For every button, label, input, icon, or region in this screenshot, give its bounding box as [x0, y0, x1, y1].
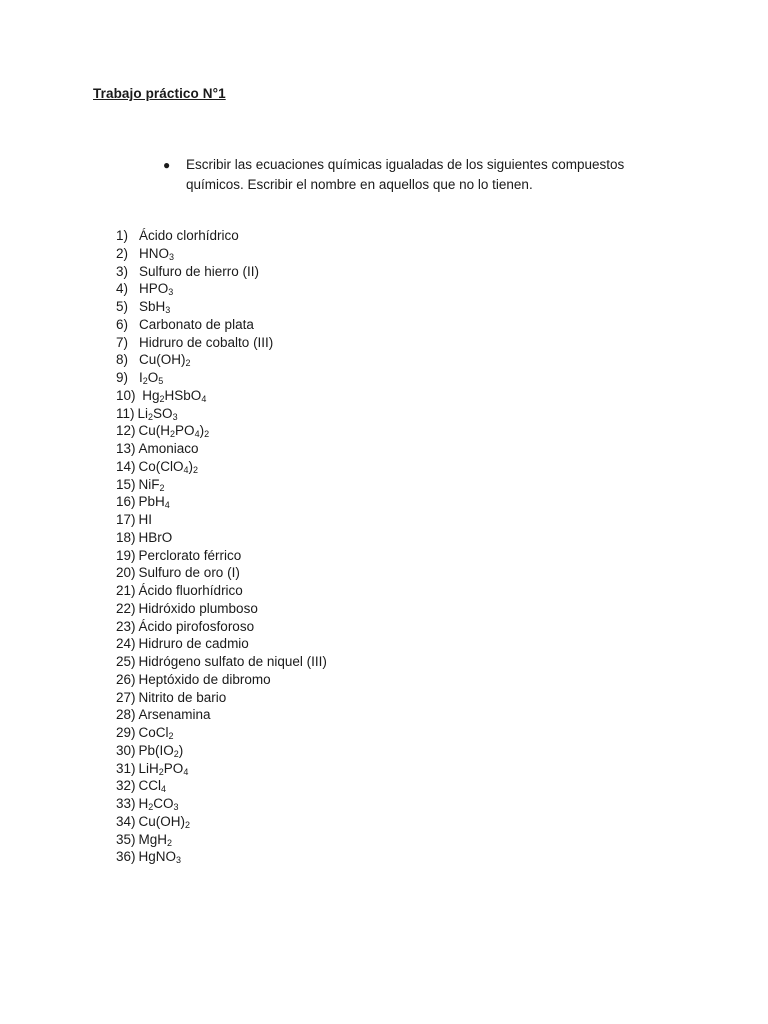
subscript: 3 [169, 251, 175, 262]
item-text [139, 299, 170, 314]
text-segment: Pb(IO [138, 742, 174, 758]
subscript: 2 [204, 429, 210, 440]
item-number: 32) [116, 778, 136, 794]
item-text [138, 406, 178, 421]
list-item [116, 671, 327, 689]
text-segment: HI [138, 512, 153, 527]
item-text [139, 565, 240, 580]
subscript: 2 [159, 482, 165, 493]
item-number: 8) [116, 352, 129, 368]
item-text [139, 654, 327, 669]
page-title: Trabajo práctico N°1 [93, 86, 226, 101]
text-segment: Perclorato férrico [138, 547, 242, 563]
text-segment: Ácido clorhídrico [139, 228, 239, 243]
item-text [139, 849, 182, 864]
list-item [116, 564, 327, 582]
text-segment: HPO [139, 281, 169, 297]
subscript: 3 [176, 855, 182, 866]
list-item [116, 422, 327, 440]
subscript: 2 [185, 358, 191, 369]
item-text [139, 636, 249, 651]
text-segment: HSbO [164, 387, 202, 403]
list-item [116, 742, 327, 760]
item-text [139, 512, 153, 527]
item-text [139, 707, 211, 722]
text-segment: PbH [138, 494, 165, 510]
list-item [116, 298, 327, 316]
text-segment: Hidruro de cadmio [138, 636, 249, 652]
item-number: 16) [116, 494, 136, 510]
item-number: 19) [116, 547, 136, 563]
item-text [139, 228, 239, 243]
text-segment: ) [188, 458, 194, 474]
list-item [116, 263, 327, 281]
item-text [139, 264, 259, 279]
item-number: 2) [116, 245, 129, 261]
item-number: 24) [116, 636, 136, 652]
text-segment: Ácido pirofosforoso [138, 618, 255, 634]
bullet-icon: ● [163, 158, 171, 172]
list-item [116, 351, 327, 369]
item-text [139, 619, 255, 634]
list-item [116, 618, 327, 636]
list-item [116, 582, 327, 600]
text-segment: PO [175, 423, 195, 439]
list-item [116, 848, 327, 866]
text-segment: Sulfuro de oro (I) [138, 565, 240, 581]
item-number: 9) [116, 370, 129, 385]
subscript: 2 [148, 802, 154, 812]
item-number: 26) [116, 671, 136, 687]
item-number: 15) [116, 476, 136, 492]
list-item [116, 777, 327, 795]
item-text [139, 548, 242, 563]
item-text [139, 690, 227, 705]
text-segment: Cu(H [138, 423, 171, 439]
text-segment: Carbonato de plata [139, 316, 254, 332]
list-item [116, 405, 327, 423]
item-number: 29) [116, 725, 136, 740]
list-item [116, 493, 327, 511]
subscript: 3 [168, 287, 174, 298]
subscript: 3 [173, 802, 179, 812]
item-text [139, 459, 199, 474]
item-number: 18) [116, 529, 136, 545]
list-item [116, 547, 327, 565]
item-text [139, 246, 174, 261]
subscript: 2 [173, 748, 179, 759]
item-number: 22) [116, 600, 136, 616]
item-number: 10) [116, 387, 136, 403]
item-number: 31) [116, 760, 136, 776]
subscript: 3 [172, 411, 178, 422]
subscript: 2 [167, 837, 173, 848]
list-item [116, 387, 327, 405]
text-segment: Heptóxido de dibromo [138, 671, 271, 687]
text-segment: ) [199, 423, 205, 439]
text-segment: H [138, 796, 149, 811]
item-number: 6) [116, 316, 129, 332]
item-text [139, 796, 179, 811]
item-number: 7) [116, 334, 129, 350]
item-number: 35) [116, 831, 136, 847]
text-segment: MgH [138, 831, 168, 847]
text-segment: HgNO [138, 849, 177, 865]
text-segment: I [139, 370, 143, 385]
subscript: 2 [159, 393, 165, 404]
text-segment: SO [153, 405, 173, 421]
item-text [139, 814, 191, 829]
item-text [139, 761, 189, 776]
list-item [116, 600, 327, 618]
text-segment: Hg [138, 387, 160, 403]
list-item [116, 476, 327, 494]
text-segment: NiF [138, 476, 160, 492]
text-segment: Arsenamina [138, 707, 211, 723]
text-segment: Li [137, 405, 149, 421]
list-item [116, 689, 327, 707]
compound-list [116, 227, 327, 866]
item-number: 20) [116, 565, 136, 581]
item-number: 30) [116, 742, 136, 758]
item-text [139, 530, 173, 545]
list-item [116, 706, 327, 724]
item-number: 12) [116, 423, 136, 439]
item-text [139, 583, 243, 598]
subscript: 4 [161, 784, 167, 795]
subscript: 2 [168, 731, 174, 741]
item-number: 25) [116, 654, 136, 669]
subscript: 2 [148, 411, 154, 422]
instruction-block [163, 155, 663, 195]
text-segment: Hidruro de cobalto (III) [139, 334, 274, 350]
list-item [116, 334, 327, 352]
text-segment: Co(ClO [138, 458, 184, 474]
text-segment: CCl [138, 778, 162, 794]
text-segment: LiH [138, 760, 159, 776]
text-segment: Ácido fluorhídrico [138, 583, 243, 598]
item-number: 11) [116, 405, 135, 421]
text-segment: CO [153, 796, 174, 811]
item-text [139, 601, 258, 616]
item-number: 17) [116, 512, 136, 527]
item-text [139, 335, 273, 350]
item-text [139, 423, 210, 438]
subscript: 2 [142, 376, 148, 386]
item-text [139, 281, 173, 296]
list-item [116, 369, 327, 387]
item-number: 33) [116, 796, 136, 811]
subscript: 4 [164, 500, 170, 511]
list-item [116, 316, 327, 334]
list-item [116, 280, 327, 298]
item-number: 3) [116, 263, 129, 279]
item-text [139, 370, 163, 385]
text-segment: HBrO [138, 529, 173, 545]
subscript: 2 [193, 464, 199, 475]
list-item [116, 831, 327, 849]
item-text [139, 743, 184, 758]
subscript: 4 [194, 429, 200, 440]
item-number: 5) [116, 299, 129, 314]
list-item [116, 529, 327, 547]
item-number: 27) [116, 689, 136, 705]
item-text [139, 352, 191, 367]
text-segment: Hidróxido plumboso [138, 600, 258, 616]
item-text [139, 388, 207, 403]
item-text [139, 725, 174, 740]
instruction-text: Escribir las ecuaciones químicas igualadas de los siguientes compuestos químicos. Escribir el nombre en aquellos que no lo tienen. [186, 157, 625, 192]
item-number: 28) [116, 707, 136, 723]
text-segment: Sulfuro de hierro (II) [139, 263, 260, 279]
text-segment: SbH [139, 299, 166, 314]
subscript: 5 [158, 376, 164, 386]
list-item [116, 724, 327, 742]
subscript: 4 [201, 393, 207, 404]
text-segment: Nitrito de bario [138, 689, 227, 705]
text-segment: Hidrógeno sulfato de niquel (III) [138, 654, 327, 669]
subscript: 4 [183, 464, 189, 475]
item-text [139, 317, 254, 332]
item-text [139, 778, 167, 793]
list-item [116, 245, 327, 263]
text-segment: Amoniaco [138, 441, 199, 456]
list-item [116, 440, 327, 458]
list-item [116, 813, 327, 831]
list-item [116, 511, 327, 529]
item-text [139, 494, 170, 509]
list-item [116, 458, 327, 476]
list-item [116, 227, 327, 245]
item-number: 36) [116, 849, 136, 865]
subscript: 4 [183, 766, 189, 777]
item-number: 13) [116, 441, 136, 456]
item-text [139, 672, 271, 687]
subscript: 2 [170, 429, 176, 440]
subscript: 2 [158, 766, 164, 777]
list-item [116, 635, 327, 653]
text-segment: PO [163, 760, 184, 776]
item-text [139, 832, 173, 847]
item-text [139, 477, 165, 492]
item-number: 23) [116, 618, 136, 634]
text-segment: Cu(OH) [139, 352, 186, 368]
list-item [116, 795, 327, 813]
item-text [139, 441, 199, 456]
list-item [116, 760, 327, 778]
subscript: 3 [165, 305, 171, 315]
item-number: 1) [116, 228, 129, 243]
subscript: 2 [185, 819, 191, 830]
item-number: 4) [116, 281, 129, 297]
text-segment: ) [178, 742, 184, 758]
text-segment: HNO [139, 245, 169, 261]
item-number: 21) [116, 583, 136, 598]
text-segment: Cu(OH) [138, 813, 186, 829]
text-segment: CoCl [138, 725, 169, 740]
list-item [116, 653, 327, 671]
item-number: 34) [116, 813, 136, 829]
item-number: 14) [116, 458, 136, 474]
text-segment: O [147, 370, 159, 385]
